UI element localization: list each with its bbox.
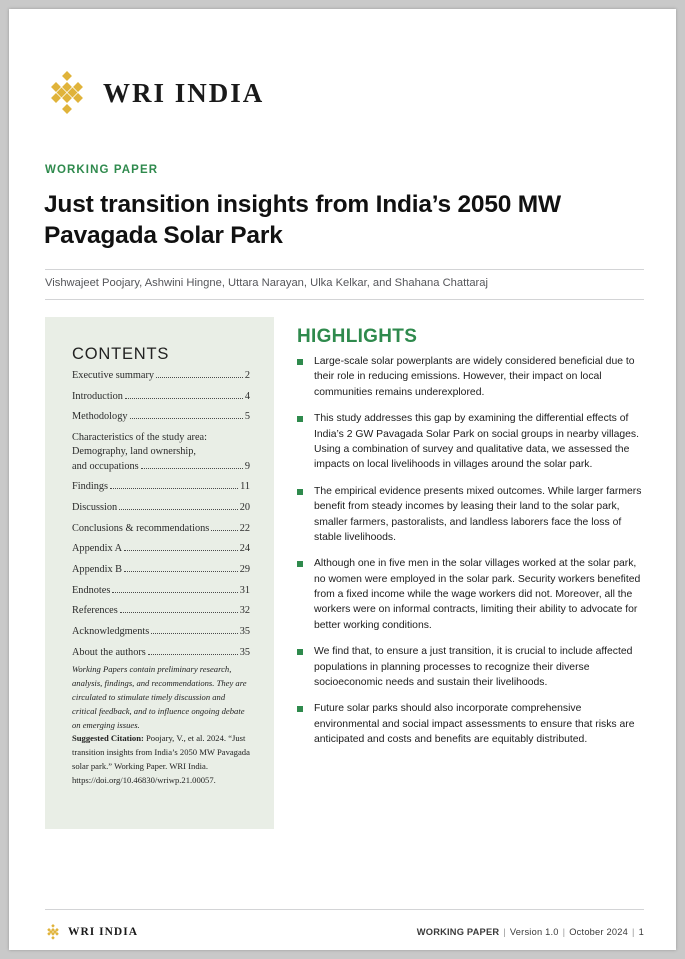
table-of-contents xyxy=(72,369,250,667)
toc-entry[interactable] xyxy=(72,563,250,577)
toc-entry-label: Endnotes xyxy=(72,584,111,596)
wri-india-logo xyxy=(45,71,264,115)
toc-entry-page: 32 xyxy=(239,605,250,617)
toc-entry-label: Appendix A xyxy=(72,543,123,555)
toc-entry-label: Characteristics of the study area: Demography, land ownership, xyxy=(72,432,207,458)
toc-entry-page: 35 xyxy=(239,626,250,638)
author-list: Vishwajeet Poojary, Ashwini Hingne, Uttara Narayan, Ulka Kelkar, and Shahana Chattaraj xyxy=(45,277,488,289)
suggested-citation-label: Suggested Citation: xyxy=(72,733,144,743)
toc-entry[interactable] xyxy=(72,431,250,474)
footer-doc-type: WORKING PAPER xyxy=(416,927,500,937)
square-bullet-icon xyxy=(297,416,303,422)
toc-entry-label: Acknowledgments xyxy=(72,626,150,638)
toc-entry-page: 22 xyxy=(239,522,250,534)
toc-entry[interactable] xyxy=(72,542,250,556)
highlight-text: We find that, to ensure a just transition, it is crucial to include affected populations in planning processes to recognize their diverse socioeconomic needs and sustain their livelihoods. xyxy=(314,646,633,689)
toc-entry-page: 31 xyxy=(239,584,250,596)
footer-separator: | xyxy=(632,927,635,937)
toc-leader-dots xyxy=(110,488,238,489)
suggested-citation xyxy=(72,732,255,788)
toc-leader-dots xyxy=(156,377,243,378)
toc-entry-page: 5 xyxy=(244,411,250,423)
toc-leader-dots xyxy=(141,468,243,469)
toc-entry-label: About the authors xyxy=(72,646,146,658)
toc-entry-label: and occupations xyxy=(72,460,139,472)
toc-entry-label: Appendix B xyxy=(72,564,123,576)
highlight-text: The empirical evidence presents mixed outcomes. While larger farmers benefit from steady incomes by leasing their land to the solar park, smaller farmers, pastoralists, and landless laborers face the loss of stable livelihoods. xyxy=(314,485,642,543)
toc-entry[interactable] xyxy=(72,646,250,660)
toc-leader-dots xyxy=(120,612,238,613)
toc-entry-page: 2 xyxy=(244,370,250,381)
working-paper-note: Working Papers contain preliminary research, analysis, findings, and recommendations. They are circulated to stimulate timely discussion and critical feedback, and to influence ongoing debate on emerging issues. xyxy=(72,664,247,730)
toc-leader-dots xyxy=(124,571,238,572)
wri-diamond-lattice-logo-icon xyxy=(45,71,89,115)
footer-separator: | xyxy=(562,927,566,937)
wri-diamond-lattice-logo-icon xyxy=(45,924,61,940)
toc-entry[interactable] xyxy=(72,410,250,424)
paper-page xyxy=(9,9,676,950)
toc-entry[interactable] xyxy=(72,369,250,383)
toc-entry-label: Introduction xyxy=(72,390,123,402)
highlight-text: Large-scale solar powerplants are widely considered beneficial due to their role in reducing emissions. However, their impact on local communities remains underexplored. xyxy=(314,356,635,398)
highlight-text: This study addresses this gap by examining the differential effects of India’s 2 GW Pavagada Solar Park on social groups in nearby villages. Using a combination of survey and qualitative data, we assessed the impacts on local livelihoods in villages around the solar park. xyxy=(314,413,639,471)
square-bullet-icon xyxy=(297,706,303,712)
toc-leader-dots xyxy=(112,592,237,593)
brand-name: WRI INDIA xyxy=(103,77,265,108)
toc-entry[interactable] xyxy=(72,604,250,618)
toc-entry[interactable] xyxy=(72,522,250,536)
toc-entry[interactable] xyxy=(72,584,250,598)
divider-below-authors xyxy=(45,299,644,300)
toc-entry-page: 35 xyxy=(239,646,250,658)
toc-entry[interactable] xyxy=(72,501,250,515)
footer-separator: | xyxy=(503,927,506,937)
footer-page-number: 1 xyxy=(638,927,644,937)
highlight-text: Future solar parks should also incorporate comprehensive environmental and social impact assessments to ensure that risks are anticipated and costs and benefits are equitably distributed. xyxy=(314,703,635,746)
toc-entry-page: 29 xyxy=(239,564,250,576)
document-kicker: WORKING PAPER xyxy=(45,164,159,176)
toc-leader-dots xyxy=(130,418,243,419)
footer-logo xyxy=(45,924,138,940)
highlight-item xyxy=(297,354,645,400)
toc-entry[interactable] xyxy=(72,390,250,404)
toc-entry-label: Executive summary xyxy=(72,370,155,381)
square-bullet-icon xyxy=(297,359,303,365)
highlights-heading: HIGHLIGHTS xyxy=(297,326,418,347)
square-bullet-icon xyxy=(297,561,303,567)
toc-leader-dots xyxy=(148,654,238,655)
toc-leader-dots xyxy=(211,530,237,531)
toc-entry-label: Discussion xyxy=(72,501,118,513)
suggested-citation-text: Poojary, V., et al. 2024. “Just transition insights from India’s 2050 MW Pavagada solar park.” Working Paper. WRI India. https://doi.org/10.46830/wriwp.21.00057. xyxy=(72,733,250,785)
highlight-item xyxy=(297,644,645,690)
toc-leader-dots xyxy=(125,398,243,399)
toc-entry-page: 9 xyxy=(244,460,250,472)
square-bullet-icon xyxy=(297,649,303,655)
footer-meta xyxy=(417,927,644,937)
toc-entry-label: References xyxy=(72,605,118,617)
toc-entry-page: 11 xyxy=(240,481,250,493)
highlight-item xyxy=(297,411,645,473)
footer-brand-name: WRI INDIA xyxy=(68,926,139,938)
toc-leader-dots xyxy=(124,550,238,551)
contents-panel xyxy=(45,317,274,829)
toc-entry[interactable] xyxy=(72,480,250,494)
toc-entry[interactable] xyxy=(72,625,250,639)
toc-entry-label: Conclusions & recommendations xyxy=(72,522,210,534)
highlight-item xyxy=(297,556,645,633)
toc-entry-page: 20 xyxy=(239,501,250,513)
footer-date: October 2024 xyxy=(569,927,628,937)
toc-entry-label: Findings xyxy=(72,481,109,493)
square-bullet-icon xyxy=(297,489,303,495)
footer-version: Version 1.0 xyxy=(509,927,559,937)
toc-leader-dots xyxy=(151,633,237,634)
toc-leader-dots xyxy=(119,509,238,510)
highlights-list xyxy=(297,354,645,759)
highlight-item xyxy=(297,701,645,747)
divider-above-authors xyxy=(45,269,644,270)
footer-divider xyxy=(45,909,644,910)
toc-entry-page: 4 xyxy=(244,390,250,402)
page-title: Just transition insights from India’s 2050 MW Pavagada Solar Park xyxy=(44,191,561,250)
toc-entry-label: Methodology xyxy=(72,411,128,423)
highlight-item xyxy=(297,484,645,546)
highlight-text: Although one in five men in the solar villages worked at the solar park, no women were employed in the solar park. Security workers benefited from a fixed income while the wage workers did not. Moreover, all the workers were on informal contracts, limiting their ability to advocate for better working conditions. xyxy=(314,558,641,631)
contents-heading: CONTENTS xyxy=(72,345,170,363)
toc-entry-page: 24 xyxy=(239,543,250,555)
